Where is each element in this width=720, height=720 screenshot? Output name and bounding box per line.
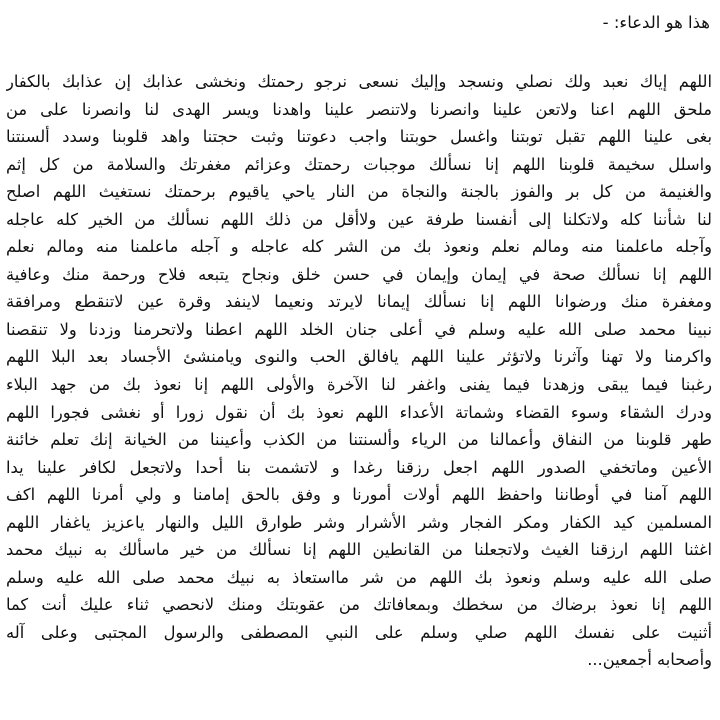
body-line: ودرك الشقاء وسوء القضاء وشماتة الأعداء اللهم نعوذ بك أن نقول زورا أو نغشى فجورا اللهم bbox=[6, 402, 712, 422]
body-line: نبينا محمد صلى الله عليه وسلم في أعلى جنان الخلد اللهم اعطنا ولاتحرمنا وزدنا ولا تنقصنا bbox=[6, 319, 712, 339]
body-line: اغثنا اللهم ارزقنا الغيث ولاتجعلنا من القانطين اللهم إنا نسألك من خير ماسألك به نبيك محمد bbox=[6, 540, 712, 560]
body-line: والغنيمة من كل بر والفوز بالجنة والنجاة من النار ياحي ياقيوم برحمتك نستغيث اللهم اصلح bbox=[6, 182, 712, 202]
document bbox=[6, 8, 712, 674]
document-heading: هذا هو الدعاء: - bbox=[602, 13, 710, 32]
body-line: الأعين وماتخفي الصدور اللهم اجعل رزقنا رغدا و لاتشمت بنا أحدا ولاتجعل لكافر علينا يدا bbox=[6, 457, 712, 477]
body-line: أثنيت على نفسك اللهم صلي وسلم على النبي المصطفى والرسول المجتبى وعلى آله bbox=[6, 622, 712, 642]
body-line: واكرمنا ولا تهنا وآثرنا ولاتؤثر علينا اللهم يافالق الحب والنوى ويامنشئ الأجساد بعد البلا اللهم bbox=[6, 347, 712, 367]
heading-spacer bbox=[6, 38, 712, 68]
body-line: اللهم إياك نعبد ولك نصلي ونسجد وإليك نسعى نرجو رحمتك ونخشى عذابك إن عذابك بالكفار bbox=[6, 72, 712, 91]
body-line: اللهم إنا نعوذ برضاك من سخطك وبمعافاتك من عقوبتك ومنك لانحصي ثناء عليك أنت كما bbox=[6, 595, 712, 615]
body-line: ملحق اللهم اعنا ولاتعن علينا وانصرنا ولاتنصر علينا واهدنا ويسر الهدى لنا وانصرنا على من bbox=[6, 99, 712, 119]
body-line: وآجله ماعلمنا منه ومالم نعلم ونعوذ بك من الشر كله عاجله و آجله ماعلمنا منه ومالم نعلم bbox=[6, 237, 712, 257]
body-line: ومغفرة منك ورضوانا اللهم إنا نسألك إيمانا لايرتد ونعيما لاينفد وقرة عين لاتنقطع ومرافقة bbox=[6, 292, 712, 312]
body-line: بغى علينا اللهم تقبل توبتنا واغسل حوبتنا واجب دعوتنا وثبت حجتنا واهد قلوبنا وسدد ألسنتنا bbox=[6, 127, 712, 147]
body-line: رغبنا فيما يبقى وزهدنا فيما يفنى واغفر لنا الآخرة والأولى اللهم إنا نعوذ بك من جهد البلاء bbox=[6, 375, 712, 395]
body-line: طهر قلوبنا من النفاق وأعمالنا من الرياء وألسنتنا من الكذب وأعيننا من الخيانة إنك تعلم خائنة bbox=[6, 430, 712, 450]
body-line: اللهم إنا نسألك صحة في إيمان وإيمان في حسن خلق ونجاح يتبعه فلاح ورحمة منك وعافية bbox=[6, 264, 712, 284]
body-line: لنا شأننا كله ولاتكلنا إلى أنفسنا طرفة عين ولاأقل من ذلك اللهم نسألك من الخير كله عاجله bbox=[6, 209, 712, 229]
body-line: المسلمين كيد الكفار ومكر الفجار وشر الأشرار وشر طوارق الليل والنهار ياعزيز ياغفار اللهم bbox=[6, 512, 712, 532]
body-line: اللهم آمنا في أوطاننا واحفظ اللهم أولات أمورنا و وفق بالحق إمامنا و ولي أمرنا اللهم اكف bbox=[6, 485, 712, 505]
document-body bbox=[6, 68, 712, 674]
body-line-last: وأصحابه أجمعين... bbox=[587, 650, 712, 670]
body-line: واسلل سخيمة قلوبنا اللهم إنا نسألك موجبات رحمتك وعزائم مغفرتك والسلامة من كل إثم bbox=[6, 154, 712, 174]
body-line: صلى الله عليه وسلم ونعوذ بك اللهم من شر مااستعاذ به نبيك محمد صلى الله عليه وسلم bbox=[6, 567, 712, 587]
